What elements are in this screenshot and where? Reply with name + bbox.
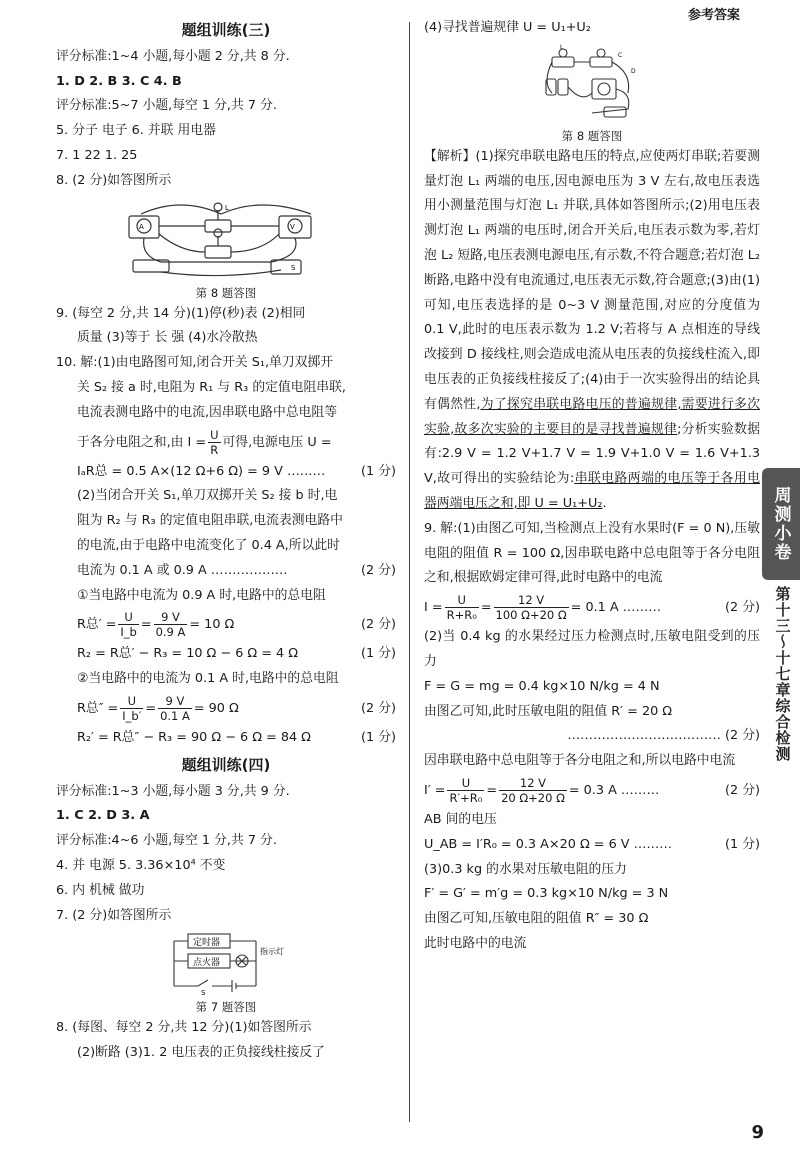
header-label: 参考答案 <box>687 8 740 23</box>
formula-line <box>56 692 396 726</box>
svg-text:V: V <box>290 222 295 231</box>
svg-text:S: S <box>291 263 296 272</box>
text-line: 评分标准:5~7 小题,每空 1 分,共 7 分. <box>56 98 277 114</box>
text-line: 因串联电路中总电阻等于各分电阻之和,所以电路中电流 <box>424 753 736 769</box>
numerator: U <box>447 776 484 791</box>
denominator: I_b′ <box>122 708 142 723</box>
answer-line: 8. (每图、每空 2 分,共 12 分)(1)如答图所示 <box>56 1020 312 1036</box>
denominator: I_b <box>120 625 137 640</box>
formula-line: F = G = mg = 0.4 kg×10 N/kg = 4 N <box>424 678 660 694</box>
text-span: R总′ = <box>77 617 117 633</box>
denominator: R+R₀ <box>446 608 477 623</box>
svg-text:C: C <box>618 51 623 59</box>
denominator: 20 Ω+20 Ω <box>501 790 565 805</box>
text-span: = 90 Ω <box>193 700 239 716</box>
text-line: 评分标准:1~4 小题,每小题 2 分,共 8 分. <box>56 48 290 64</box>
numerator: U <box>445 593 479 608</box>
text-span: = 10 Ω <box>189 617 235 633</box>
text-line: ①当电路中电流为 0.9 A 时,电路中的总电阻 <box>77 587 326 603</box>
text-line: 电流表测电路中的电流,因串联电路中总电阻等 <box>77 404 338 420</box>
text-span: 可得,电源电压 U = <box>222 434 332 450</box>
text-line: 由图乙可知,压敏电阻的阻值 R″ = 30 Ω <box>424 911 649 927</box>
fraction <box>118 610 138 639</box>
svg-text:D: D <box>631 67 636 75</box>
analysis-text: . <box>602 495 607 511</box>
score: ……………………………… (2 分) <box>567 728 760 744</box>
text-line: (2)当闭合开关 S₁,单刀双掷开关 S₂ 接 b 时,电 <box>77 488 338 504</box>
numerator: U <box>120 694 143 709</box>
answer-line: 10. 解:(1)由电路图可知,闭合开关 S₁,单刀双掷开 <box>56 355 334 371</box>
text-line: 由图乙可知,此时压敏电阻的阻值 R′ = 20 Ω <box>424 703 673 719</box>
circuit-figure-8a <box>121 196 331 282</box>
lamp-label: 指示灯 <box>260 947 284 957</box>
answer-line: 4. 并 电源 5. 3.36×10⁴ 不变 <box>56 857 226 873</box>
text-span: I′ = <box>424 782 446 798</box>
side-tab-label: 周测小卷 <box>770 486 791 562</box>
denominator: 0.1 A <box>160 708 190 723</box>
text-span: R总″ = <box>77 700 119 716</box>
formula-line <box>56 426 396 460</box>
text-line: (3)0.3 kg 的水果对压敏电阻的压力 <box>424 861 627 877</box>
text-line: ②当电路中的电流为 0.1 A 时,电路中的总电阻 <box>77 671 339 687</box>
column-divider <box>409 22 410 1122</box>
right-column <box>424 16 760 957</box>
score: (2 分) <box>361 562 396 578</box>
side-subtitle-text: 第十三～十七章综合检测 <box>773 586 792 762</box>
text-line <box>56 559 396 584</box>
score: (2 分) <box>361 617 396 633</box>
text-span: 于各分电阻之和,由 I = <box>77 434 207 450</box>
formula-text: R₂′ = R总″ − R₃ = 90 Ω − 6 Ω = 84 Ω <box>77 729 311 745</box>
side-subtitle <box>768 586 798 806</box>
formula-text: R₂ = R总′ − R₃ = 10 Ω − 6 Ω = 4 Ω <box>77 646 299 662</box>
svg-text:L: L <box>225 203 229 212</box>
svg-text:A: A <box>139 222 144 231</box>
text-span: = 0.1 A ……… <box>570 600 662 616</box>
formula-line <box>56 460 396 485</box>
underlined-text: 串联电路两端的电压等于各用电器两端电压之和,即 U = U₁+U₂ <box>424 471 760 511</box>
underlined-text: 为了探究串联电路电压的普遍规律,需要进行多次实验,故多次实验的主要目的是寻找普遍规律 <box>424 396 760 437</box>
fraction <box>494 593 569 622</box>
side-tab <box>762 468 800 580</box>
answer-line: (2)断路 (3)1. 2 电压表的正负接线柱接反了 <box>77 1045 325 1061</box>
timer-label: 定时器 <box>193 938 221 949</box>
text-line: 此时电路中的电流 <box>424 935 527 951</box>
analysis-text: 【解析】(1)探究串联电路电压的特点,应使两灯串联;若要测量灯泡 L₁ 两端的电压,因电源电压为 3 V 左右,故电压表选用小测量范围与灯泡 L₁ 并联,具体如答图所示;(2)用电压表测灯泡 L₁ 两端的电压时,闭合开关后,电压表示数为零,若灯泡 L₂ 短路,电压表测电源电压,有示数,不符合题意;若灯泡 L₂ 断路,电路中没有电流通过,电压表无示数,符合题意;(3)由(1)可知,电压表选择的是 0~3 V 测量范围,对应的分度值为 0.1 V,此时的电压表示数为 1.2 V;若将与 A 点相连的导线改接到 D 接线柱,则会造成电流从电压表的负接线柱流入,即电压表的正负接线柱接反了;(4)由于一次实验得出的结论具有偶然性, <box>424 148 760 412</box>
circuit-figure-8b <box>532 43 652 125</box>
text-span: = <box>480 600 492 616</box>
fraction <box>445 593 479 622</box>
text-line: 阻为 R₂ 与 R₃ 的定值电阻串联,电流表测电路中 <box>77 513 343 529</box>
answer-line: (4)寻找普遍规律 U = U₁+U₂ <box>424 20 591 35</box>
left-column <box>56 16 396 1066</box>
answer-line: 8. (2 分)如答图所示 <box>56 172 172 188</box>
denominator: 0.9 A <box>155 625 186 640</box>
circuit-figure-7 <box>146 930 306 996</box>
formula-line <box>424 833 760 858</box>
text-span: = 0.3 A ……… <box>568 782 660 798</box>
answer-line: 1. D 2. B 3. C 4. B <box>56 73 182 89</box>
svg-text:L: L <box>560 43 564 51</box>
answer-line: 7. 1 22 1. 25 <box>56 147 138 163</box>
fraction <box>208 428 220 457</box>
denominator: R′+R₀ <box>449 790 483 805</box>
score: (1 分) <box>361 646 396 662</box>
formula-line <box>424 591 760 625</box>
score: (1 分) <box>725 836 760 852</box>
text-line: (2)当 0.4 kg 的水果经过压力检测点时,压敏电阻受到的压力 <box>424 629 760 669</box>
switch-label: S <box>201 989 206 997</box>
text-span: = <box>140 617 152 633</box>
answer-line: 质量 (3)等于 长 强 (4)水冷散热 <box>77 330 258 346</box>
text-line: 关 S₂ 接 a 时,电阻为 R₁ 与 R₃ 的定值电阻串联, <box>77 379 346 395</box>
figure-caption: 第 7 题答图 <box>195 1000 257 1015</box>
formula-text: 电流为 0.1 A 或 0.9 A ……………… <box>77 562 288 578</box>
numerator: 12 V <box>499 776 567 791</box>
analysis-text: ;分析实验数据有:2.9 V = 1.2 V+1.7 V = 1.9 V+1.0 V = 1.6 V+1.3 V,故可得出的实验结论为: <box>424 421 760 487</box>
answer-line: 7. (2 分)如答图所示 <box>56 907 172 923</box>
numerator: U <box>210 427 219 442</box>
numerator: 12 V <box>494 593 569 608</box>
formula-line <box>56 642 396 667</box>
score: (1 分) <box>361 729 396 745</box>
formula-line <box>56 726 396 751</box>
fraction <box>158 694 192 723</box>
numerator: U <box>118 610 138 625</box>
score: (2 分) <box>725 600 760 616</box>
numerator: 9 V <box>158 694 192 709</box>
text-line: 的电流,由于电路中电流变化了 0.4 A,所以此时 <box>77 537 340 553</box>
formula-line: F′ = G′ = m′g = 0.3 kg×10 N/kg = 3 N <box>424 886 669 902</box>
text-line: AB 间的电压 <box>424 811 497 827</box>
formula-line <box>56 608 396 642</box>
denominator: 100 Ω+20 Ω <box>495 608 567 623</box>
page-number: 9 <box>751 1122 764 1143</box>
igniter-label: 点火器 <box>193 958 221 969</box>
figure-caption: 第 8 题答图 <box>561 128 623 143</box>
fraction <box>154 610 188 639</box>
section-title-3: 题组训练(三) <box>181 21 271 39</box>
analysis-paragraph <box>424 145 760 517</box>
fraction <box>120 694 143 723</box>
text-span: = <box>145 700 157 716</box>
figure-caption: 第 8 题答图 <box>195 285 257 300</box>
text-span: = <box>486 782 498 798</box>
score: (2 分) <box>361 700 396 716</box>
numerator: 9 V <box>154 610 188 625</box>
answer-line: 9. (每空 2 分,共 14 分)(1)停(秒)表 (2)相同 <box>56 305 306 321</box>
question-9-intro: 9. 解:(1)由图乙可知,当检测点上没有水果时(F = 0 N),压敏电阻的阻值 R = 100 Ω,因串联电路中总电阻等于各分电阻之和,根据欧姆定律可得,此时电路中的电流 <box>424 520 760 586</box>
text-span: I = <box>424 600 443 616</box>
text-line: 评分标准:4~6 小题,每空 1 分,共 7 分. <box>56 833 277 849</box>
score: (2 分) <box>725 782 760 798</box>
denominator: R <box>210 442 219 457</box>
score: (1 分) <box>361 463 396 479</box>
answer-line: 6. 内 机械 做功 <box>56 882 145 898</box>
text-line: 评分标准:1~3 小题,每小题 3 分,共 9 分. <box>56 783 290 799</box>
fraction <box>447 776 484 805</box>
formula-text: U_AB = I′R₀ = 0.3 A×20 Ω = 6 V ……… <box>424 836 673 852</box>
answer-line: 5. 分子 电子 6. 并联 用电器 <box>56 123 216 139</box>
formula-line <box>424 774 760 808</box>
fraction <box>499 776 567 805</box>
section-title-4: 题组训练(四) <box>181 755 271 774</box>
answer-line: 1. C 2. D 3. A <box>56 808 150 824</box>
formula-text: IₐR总 = 0.5 A×(12 Ω+6 Ω) = 9 V ……… <box>77 463 326 479</box>
